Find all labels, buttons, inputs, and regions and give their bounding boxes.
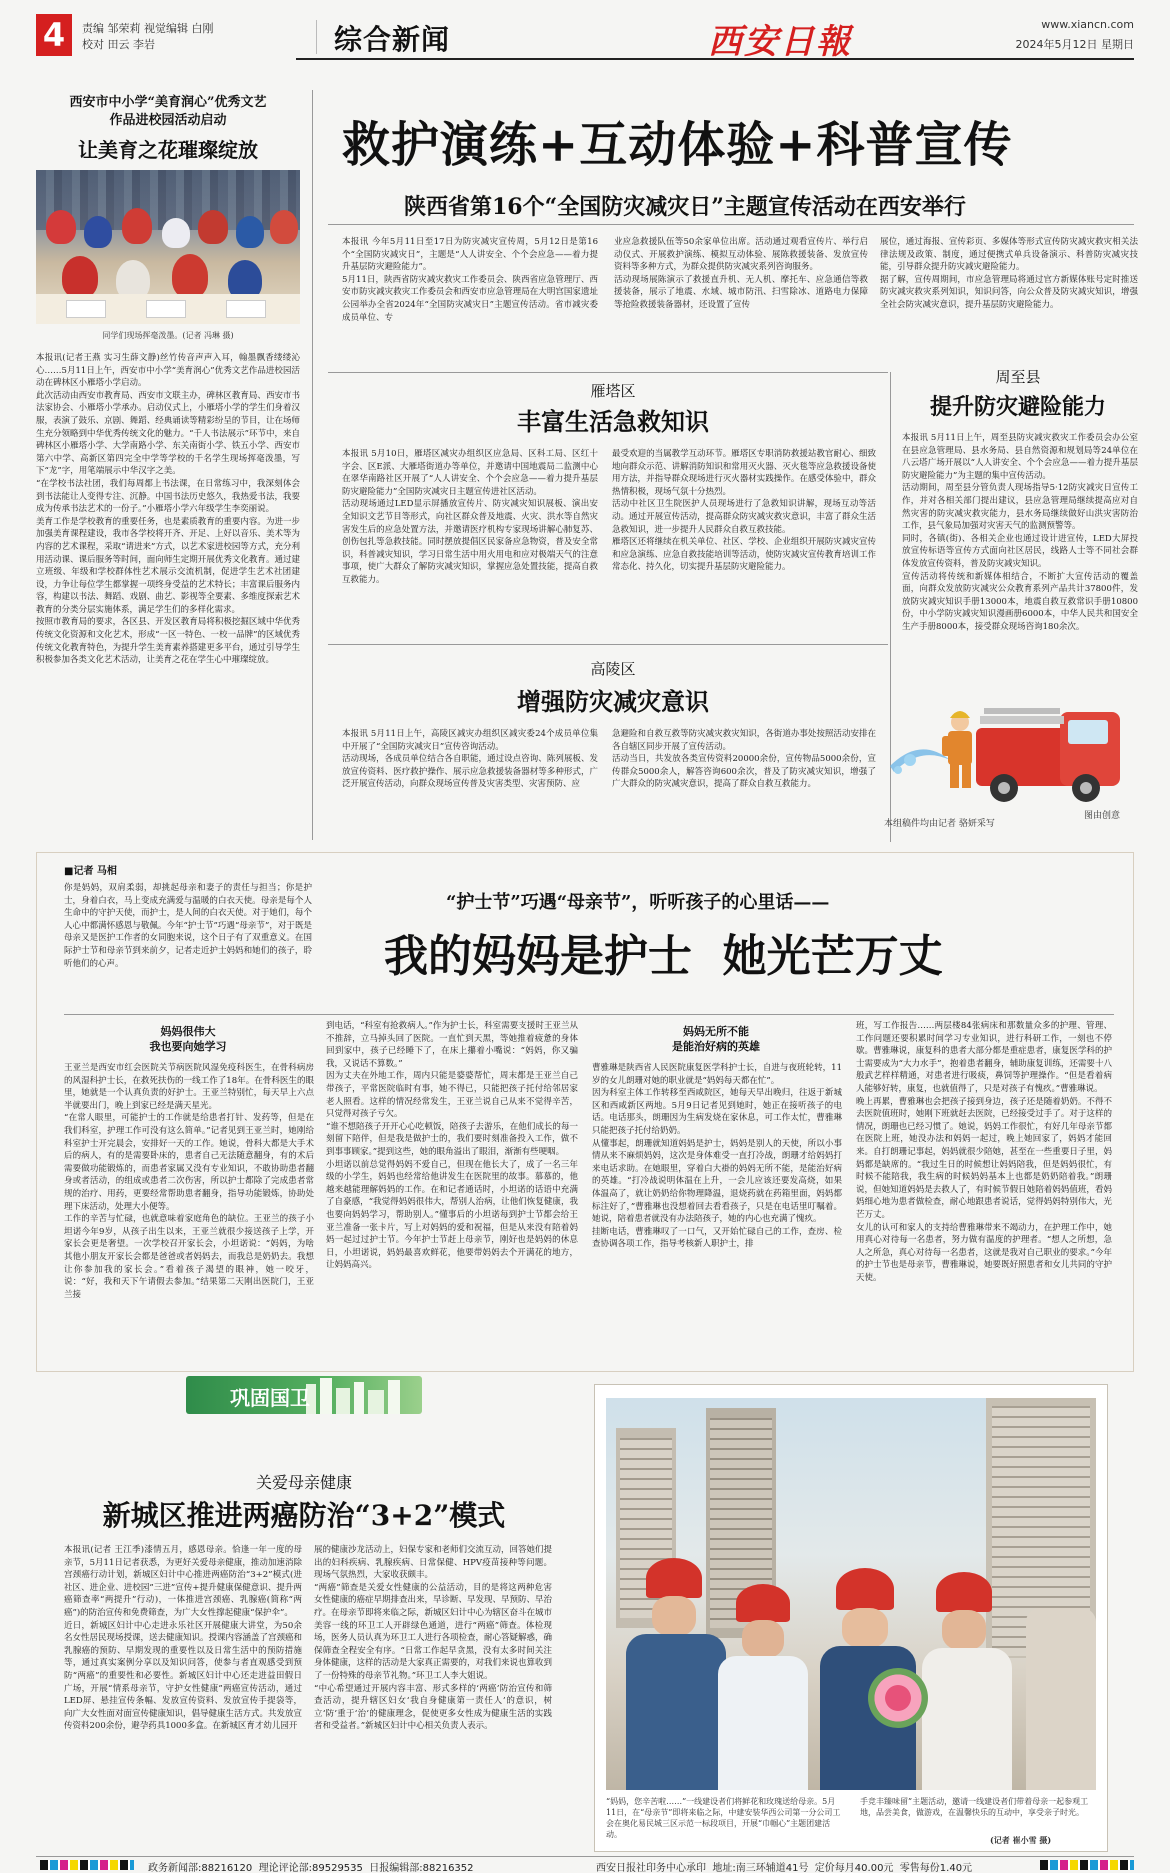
nurse-rule — [64, 1014, 1114, 1015]
nurse-sub-2: 妈妈无所不能 是能治好病的英雄 — [672, 1025, 760, 1053]
nurse-col-1: 王亚兰是西安市红会医院关节病医院风湿免疫科医生，在骨科病房的风湿科护士长，在救死扶伤的一线工作了18年。在骨科医生的眼里，她就是一个认真负责的好护士。王亚兰特别忙，每天早上六点半就要出门，晚上到家已经是满天星光。 “在常人眼里，可能护士的工作就是给患者打针、发药等，但是在我们科室，护理工作可没有这么简单。”记者见到王亚兰时，她刚给科室护士开完晨会，安排好一天的工作。她说，骨科大都是大手术后的病人，有的是需要卧床的，患者自己无法随意翻身，有的术后需要做功能锻炼的，而患者家属又没有专业知识，不敢协助患者翻身或者活动，的组成或患者二次伤害，所以护士都除了完成患者常规的治疗、用药，更要经常帮助患者翻身，指导功能锻炼，协助处理下床活动，处理大小便等。 工作的辛苦与忙碌，也就意味着家庭角色的缺位。王亚兰的孩子小坦诺今年9岁，从孩子出生以来，王亚兰就很少接送孩子上学，开家长会更是奢望。一次学校召开家长会，小坦诺说：“妈妈，为啥其他小朋友开家长会都是爸爸或者妈妈去，而我总是奶奶去。我想让你参加我的家长会。”看着孩子渴望的眼神，她一咬牙，说：“好，我和天下午请假去参加。”结果第二天刚出医院门，王亚兰接 — [64, 1063, 314, 1300]
yanta-title: 丰富生活急救知识 — [517, 407, 709, 436]
nurse-sub-1: 妈妈很伟大 我也要向她学习 — [149, 1025, 227, 1053]
photo-caption: 同学们现场挥毫泼墨。(记者 冯琳 摄) — [102, 331, 234, 340]
article-kicker: 西安市中小学“美育润心”优秀文艺 作品进校园活动启动 — [69, 95, 267, 128]
issue-date: 2024年5月12日 星期日 — [1015, 38, 1134, 51]
header-rule — [296, 58, 1134, 60]
section-title: 综合新闻 — [334, 23, 451, 56]
zhouzhi-credit: 本组稿件均由记者 骆妍采写 — [884, 819, 995, 829]
main-article-title: 救护演练+互动体验+科普宣传 — [342, 117, 1013, 173]
zhouzhi-body: 本报讯 5月11日上午，周至县防灾减灾救灾工作委员会办公室在县应急管理局、县水务局、县自然资源和规划局等24单位在八云塔广场开展以“人人讲安全、个个会应急——着力提升基层防灾避险能力”为主题的集中宣传活动。 活动期间，周至县分管负责人现场指导5·12防灾减灾日宣传工作，并对各相关部门提出建议，县应急管理局继续提高应对自然灾害的防灾减灾救灾能力，县水务局继续做好山洪灾害防治工作，县气象局加强对灾害天气的监测预警等。 同时，各镇(街)、各相关企业也通过设计进宣传，LED大屏投放宣传标语等宣传方式面向社区居民，线路人士等不同社会群体发放宣传资料，普及防灾减灾知识。 宣传活动将传统和新媒体相结合，不断扩大宣传活动的覆盖面，向群众发放防灾减灾公众教育系列产品共计37800件，发放防灾减灾知识手册13000本，地震自救互救常识手册10800份，中小学防灾减灾知识漫画册6000本，中华人民共和国安全生产手册8000本，接受群众现场咨询180余次。 — [902, 433, 1138, 632]
section-rule-2 — [328, 644, 888, 645]
gaoling-title: 增强防灾减灾意识 — [517, 687, 709, 716]
yanta-col-2: 最受欢迎的当属教学互动环节。雁塔区专职消防救援站教官耐心、细致地向群众示范、讲解消防知识和常用灭火器、灭火毯等应急救援设备使用方法，并指导群众现场进行灭火器材实践操作。在感受体验中，群众热情积极，现场气氛十分热烈。 活动中社区卫生院医护人员现场进行了急救知识讲解，现场互动等活动。通过开展宣传活动，提高群众防灾减灾救灾意识，丰富了群众生活急救知识，进一步提升人民群众自救互救技能。 雁塔区还将继续在机关单位、社区、学校、企业组织开展防灾减灾宣传和应急演练、应急自救技能培训等活动，使防灾减灾宣传教育培训工作常态化、持久化，切实提升基层防灾避险能力。 — [612, 449, 876, 573]
main-col-2: 业应急救援队伍等50余家单位出席。活动通过观看宣传片、举行启动仪式、开展救护演练、模拟互动体验、展陈救援装备、发放宣传资料等多种方式，为群众提供防灾减灾系列咨询服务。 活动现场展陈演示了救援直升机、无人机、摩托车、应急通信等救援装备，展示了地震、水域、城市防汛、扫雪除冰、道路电力保障等抢险救援装备器材，还设置了宣传 — [614, 237, 868, 310]
health-photo-credit: (记者 崔小雪 摄) — [990, 1835, 1052, 1845]
footer-phones: 政务新闻部:88216120 理论评论部:89529535 日报编辑部:88216352 — [148, 1863, 474, 1873]
nurse-col-4: 班，写工作报告……两层楼84张病床和那数量众多的护理、管理、工作问题还要积累时间学习专业知识，进行科研工作，一刻也不停歇。曹雅琳说，康复科的患者大部分都是重症患者，康复医学科的护士需要成为“大力水手”，抱着患者翻身，辅助康复训练，还需要十八般武艺样样精通，对患者进行吸痰，鼻饲等护理操作。“但是看着病人能够好转，康复，也就值得了，只是对孩子有愧疚。”曹雅琳说。 晚上再累，曹雅琳也会把孩子接到身边，孩子还是随着奶奶。不得不去医院值班时，她刚下班就赶去医院，已经接受过手了。对于这样的情况，朗珊也已经习惯了。她说，妈妈工作很忙，有好几年母亲节都在医院上班，她没办法和妈妈一起过，晚上她回家了，妈妈才能回来。自打朗珊记事起，妈妈就很少陪她，甚至在一些重要日子里，妈妈都是缺席的。“我过生日的时候想让妈妈陪我，但是妈妈很忙，有时候不能陪我，我生病的时候妈妈基本上也都是奶奶陪着我。”朗珊说，但她知道妈妈是去救人了，有时候节假日她陪着妈妈值班，看妈妈细心地为患者做检查，耐心地跟患者说话，觉得妈妈特别伟大，光芒万丈。 女儿的认可和家人的支持给曹雅琳带来不竭动力，在护理工作中，她用真心对待每一名患者，努力做有温度的护理者。“想人之所想，急人之所急，真心对待每一名患者，这就是我对自己职业的要求。”今年的护士节也是母亲节，曹雅琳说，她要既好照患者和女儿共同的守护天使。 — [856, 1021, 1112, 1283]
main-col-1: 本报讯 今年5月11日至17日为防灾减灾宣传周，5月12日是第16个“全国防灾减灾日”，主题是“人人讲安全、个个会应急——着力提升基层防灾避险能力”。 5月11日，陕西省防灾减灾救灾工作委员会、陕西省应急管理厅、西安市防灾减灾救灾工作委员会和西安市应急管理局在大明宫国家遗址公园举办全省2024年“全国防灾减灾日”主题宣传活动。省市减灾委成员单位、专 — [342, 237, 598, 323]
page-header — [36, 14, 1134, 60]
color-bar-right — [1040, 1860, 1134, 1870]
editors-line-2: 校对 田云 李岩 — [82, 38, 155, 51]
yanta-district: 雁塔区 — [590, 382, 636, 400]
workers-flowers-photo — [606, 1398, 1096, 1790]
website: www.xiancn.com — [1041, 18, 1134, 31]
students-calligraphy-photo — [36, 170, 300, 324]
firefighter-illustration — [880, 676, 1144, 816]
nurse-title: 我的妈妈是护士 她光芒万丈 — [384, 931, 943, 982]
gaoling-col-1: 本报讯 5月11日上午，高陵区减灾办组织区减灾委24个成员单位集中开展了“全国防灾减灾日”宣传咨询活动。 活动现场，各成员单位结合各自职能，通过设点咨询、陈列展板、发放宣传资料、医疗救护操作、展示应急救援装备器材等多种形式，广泛开展宣传活动，向群众现场宣传普及灾害类型、灾害预防、应 — [342, 729, 598, 790]
section-rule — [328, 372, 888, 373]
health-photo-caption: “妈妈，您辛苦啦……”一线建设者们将鲜花和玫瑰送给母亲。5月11日，在“母亲节”即将来临之际，中建安装华西公司第一分公司工会在奥化易民城三区示范一标段项目，开展“巾帼心”主题团建活动。 — [606, 1797, 841, 1839]
nurse-byline: ■记者 马相 — [64, 866, 117, 877]
nurse-col-2: 到电话，“科室有抢救病人。”作为护士长，科室需要支援时王亚兰从不推辞，立马掉头回了医院。一直忙到天黑，等她推着疲惫的身体回到家中，孩子已经睡下了，在床上攥着小嘴说：“妈妈，你又骗我，又说话不算数。” 因为丈夫在外地工作，周内只能是婆婆帮忙，周末都是王亚兰自己带孩子，平常医院临时有事，她不得已，只能把孩子托付给邻居家老人照看。这样的情况经常发生，王亚兰说自己从来不觉得辛苦，只觉得对孩子亏欠。 “谁不想陪孩子开开心心吃顿饭，陪孩子去游乐，在他们成长的每一刻留下陪伴，但是我是做护士的，我们要时刻准备投入工作，做不到事事顾家。”提到这些，她的眼角溢出了眼泪，渐渐有些哽咽。 小坦诺以前总觉得妈妈不爱自己，但现在他长大了，成了一名三年级的小学生，妈妈也经常给他讲发生在医院里的故事。慕慕的，他越来越能理解妈妈的工作。在和记者通话时，小坦诺的话语中充满了自豪感，“我觉得妈妈很伟大，帮别人治病，让他们恢复健康，我也要向妈妈学习，帮助别人。”懂事后的小坦诺每到护士节都会给王亚兰准备一张卡片，写上对妈妈的爱和祝福，但是从来没有陪着妈妈一起过过护士节。今年护士节赶上母亲节，刚好也是妈妈的休息日，小坦诺说，妈妈最喜欢鲜花，他要带妈妈去个开满花的地方，让妈妈高兴。 — [326, 1021, 578, 1271]
gaoling-district: 高陵区 — [590, 660, 636, 678]
health-col-1: 本报讯(记者 王江季)漆情五月，感恩母亲。恰逢一年一度的母亲节，5月11日记者获悉，为更好关爱母亲健康，推动加速消除宫颈癌行动计划，新城区妇计中心推进两癌防治“3+2”模式(进社区、进企业、进校园”三进”宣传+提升健康保健意识、提升两癌筛查率“两提升”行动)，一体推进宫颈癌、乳腺癌(简称“两癌”)的防治宣传和免费筛查，为广大女性撑起健康“保护伞”。 近日，新城区妇计中心走进永乐社区开展健康大讲堂，为50余名女性居民现场授课，送去健康知识。授课内容涵盖了宫颈癌和乳腺癌的预防、早期发现的重要性以及日常生活中的预防措施等，通过真实案例分享以及知识问答，使参与者直观感受到预防“两癌”的重要性和必要性。新城区妇计中心还走进益田假日广场，开展“情系母亲节，守护女性健康”两癌宣传活动，通过LED屏、悬挂宣传条幅、发放宣传资料、发放宣传手提袋等，向广大女性面对面宣传健康知识，倡导健康生活方式。共发放宣传资料200余份，避孕药具1000多盒。在新城区育才幼儿园开 — [64, 1545, 302, 1732]
nurse-col-3: 曹雅琳是陕西省人民医院康复医学科护士长，自进与夜班轮转，11岁的女儿朗珊对她的职业就是“妈妈每天都在忙”。 因为科室主体工作转移至西咸院区，她每天早出晚归，往返于新城区和西咸新区两地。5月9日记者见到她时，她正在接听孩子的电话。电话那头，朗珊因为生病发烧在家休息，可工作太忙，曹雅琳只能把孩子托付给奶奶。 从懂事起，朗珊就知道妈妈是护士，妈妈是别人的天使，所以小事情从来不麻烦妈妈，这次是身体难受一直打冷战，朗珊才给妈妈打来电话求助。在她眼里，穿着白大褂的妈妈无所不能，是能治好病的英雄。“打冷战说明体温在上升，一会儿应该还要发高烧，如果体温高了，就让奶奶给你物理降温，退烧药就在药箱里面，妈妈都标注好了，”曹雅琳也没想着回去看看孩子，只是在电话里叮嘱着。她说，陪着患者就没有办法陪孩子，她的内心也充满了愧疚。 挂断电话，曹雅琳叹了一口气，又开始忙碌自己的工作，查房、检查协调各项工作，指导考核新人职护士，排 — [592, 1063, 842, 1250]
gaoling-col-2: 急避险和自救互救等防灾减灾救灾知识，各街道办事处按照活动安排在各自辖区同步开展了宣传活动。 活动当日，共发放各类宣传资料20000余份，宣传物品5000余份，宣传群众5000余人，解答咨询600余次，普及了防灾减灾知识，增强了广大群众的防灾减灾意识，提高了群众自救互救能力。 — [612, 729, 876, 790]
editors-line-1: 责编 邹荣莉 视觉编辑 白刚 — [82, 22, 214, 35]
health-kicker: 关爱母亲健康 — [255, 1473, 352, 1492]
article-body: 本报讯(记者王燕 实习生薛文静)丝竹传音声声入耳，翰墨飘香缕缕沁心……5月11日上午，西安市中小学“美育润心”优秀文艺作品进校园活动在碑林区小雁塔小学启动。 此次活动由西安市教育局、西安市文联主办，碑林区教育局、西安市书法家协会、小雁塔小学承办。启动仪式上，小雁塔小学的学生们身着汉服，表演了鼓乐、京剧、舞蹈、经典诵读等精彩纷呈的节目，让在场师生充分领略到中华优秀传统文化的魅力。“千人书法展示”环节中，来自碑林区小雁塔小学、大学南路小学、东关南街小学、铁五小学、西安市第六中学、高新区第四完全中学等学校的千名学生现场挥毫泼墨，写下“龙”字，用笔端展示中华汉字之美。 “在学校书法社团，我们每周都上书法课，在日常练习中，我深刻体会到书法能让人变得专注、沉静。中国书法历史悠久，我热爱书法，我要成为传承书法艺术的一份子。”小雁塔小学六年级学生李奕丽说。 美育工作是学校教育的重要任务，也是素质教育的重要内容。为进一步加强美育课程建设，我市各学校将开齐、开足、上好以音乐、美术等为内容的艺术课程，采取“请进来”方式，以艺术家进校园等方式，充分利用活动课、课后服务等时间，面向师生定期开展优秀文化教育。通过建立班级、年级和学校群体性艺术展示交流机制，促进学生艺术社团建设，力争让每位学生都掌握一项终身受益的艺术特长；丰富课后服务内容，构建以书法、舞蹈、戏剧、曲艺、影视等全要素、多维度探索艺术教育的分类分层实施体系，满足学生们的多样化需求。 按照市教育局的要求，各区县、开发区教育局将积极挖掘区域中华优秀传统文化资源和文化艺术，形成“一区一特色、一校一品牌”的区域优秀传统文化教育特色，为提升学生美育素养搭建更多平台，通过引导学生积极参加各类文化艺术活动，让美育之花在学生心中璀璨绽放。 — [36, 353, 300, 666]
newspaper-logo: 西安日報 — [708, 22, 852, 62]
health-photo-caption-2: 手竞丰臻味留”主题活动，邀请一线建设者们带着母亲一起参观工地，品尝美食，做游戏，在温馨快乐的互动中，享受亲子时光。 — [860, 1797, 1089, 1817]
health-title: 新城区推进两癌防治“3+2”模式 — [102, 1499, 506, 1532]
left-article — [36, 94, 300, 842]
color-bar-left — [40, 1860, 134, 1870]
zhouzhi-district: 周至县 — [995, 368, 1041, 386]
footer-rule — [36, 1856, 1134, 1857]
article-title: 让美育之花璀璨绽放 — [78, 138, 258, 162]
nurse-kicker: “护士节”巧遇“母亲节”，听听孩子的心里话—— — [446, 892, 830, 913]
health-tag-text: 巩固国卫 — [230, 1386, 310, 1410]
footer-printer: 西安日报社印务中心承印 地址:南三环辅道41号 定价每月40.00元 零售每份1.40元 — [596, 1863, 973, 1873]
main-col-3: 展位，通过海报、宣传彩页、多媒体等形式宣传防灾减灾救灾相关法律法规及政策、制度，通过便携式单兵设备演示、科普防灾减灾技能，引导群众提升防灾减灾避险能力。 据了解，宣传周期间，市应急管理局将通过官方新媒体账号定时推送防灾减灾救灾系列知识，知识问答，向公众普及防灾减灾知识，增强全社会防灾减灾意识，提升基层防灾避险能力。 — [880, 237, 1138, 310]
page-number: 4 — [36, 14, 72, 56]
graphic-credit: 图由创意 — [1084, 811, 1121, 821]
nurse-intro: 你是妈妈，双肩柔弱，却挑起母亲和妻子的责任与担当；你是护士，身着白衣，马上变成充满爱与温暖的白衣天使。母亲是每个人生命中的守护天使，而护士，是人间的白衣天使。对于她们，每个人心中都满怀感恩与敬佩。今年“护士节”巧遇“母亲节”，对于既是母亲又是医护工作者的女同胞来说，这个日子有了双重意义。在国际护士节和母亲节到来前夕，记者走近护士妈妈和她们的孩子，聆听他们的心声。 — [64, 883, 312, 969]
column-divider — [312, 90, 313, 840]
main-title-rule — [328, 224, 1134, 225]
health-tag-banner — [186, 1376, 422, 1414]
header-divider — [316, 20, 317, 54]
health-col-2: 展的健康沙龙活动上，妇保专家和老师们交流互动，回答她们提出的妇科疾病、乳腺疾病、日常保健、HPV疫苗接种等问题。现场气氛热烈，大家收获颇丰。 “两癌”筛查是关爱女性健康的公益活动，目的是将这两种危害女性健康的癌症早期排查出来，早诊断、早发现、早预防、早治疗。在母亲节即将来临之际，新城区妇计中心为辖区奋斗在城市美容一线的环卫工人开辟绿色通道，进行“两癌”筛查。体检现场，医务人员认真为环卫工人进行各项检查，耐心答疑解惑，确保筛查全程安全有序。“日常工作起早贪黑，没有太多时间关注身体健康，这样的活动是大家真正需要的，对我们来说也算收到了一份特殊的母亲节礼物。”环卫工人李大姐说。 “中心希望通过开展内容丰富、形式多样的‘两癌’防治宣传和筛查活动，提升辖区妇女‘我自身健康第一责任人’的意识，树立‘防’重于‘治’的健康理念，促使更多女性成为健康生活的实践者和受益者。”新城区妇计中心相关负责人表示。 — [314, 1545, 552, 1732]
zhouzhi-title: 提升防灾避险能力 — [929, 394, 1106, 420]
yanta-col-1: 本报讯 5月10日，雁塔区减灾办组织区应急局、区科工局、区红十字会、区E派、大雁塔街道办等单位，并邀请中国地震局二监测中心在翠华南路社区开展了“人人讲安全、个个会应急——着力提升基层防灾避险能力”全国防灾减灾日主题宣传进社区活动。 活动现场通过LED显示屏播放宣传片、防灾减灾知识展板、演出安全知识文艺节目等形式，向社区群众普及地震、火灾、洪水等自然灾害发生后的应急处置方法，并邀请医疗机构专家现场讲解心肺复苏、创伤包扎等急救技能。同时摆放提倡区民家备应急物资，普及安全常识，科普减灾知识，学习日常生活中用火用电和应对极端天气的注意事项，使广大群众了解防灾减灾知识，掌握应急处置技能，提高自救互救能力。 — [342, 449, 598, 585]
main-article-subtitle: 陕西省第16个“全国防灾减灾日”主题宣传活动在西安举行 — [404, 194, 966, 220]
